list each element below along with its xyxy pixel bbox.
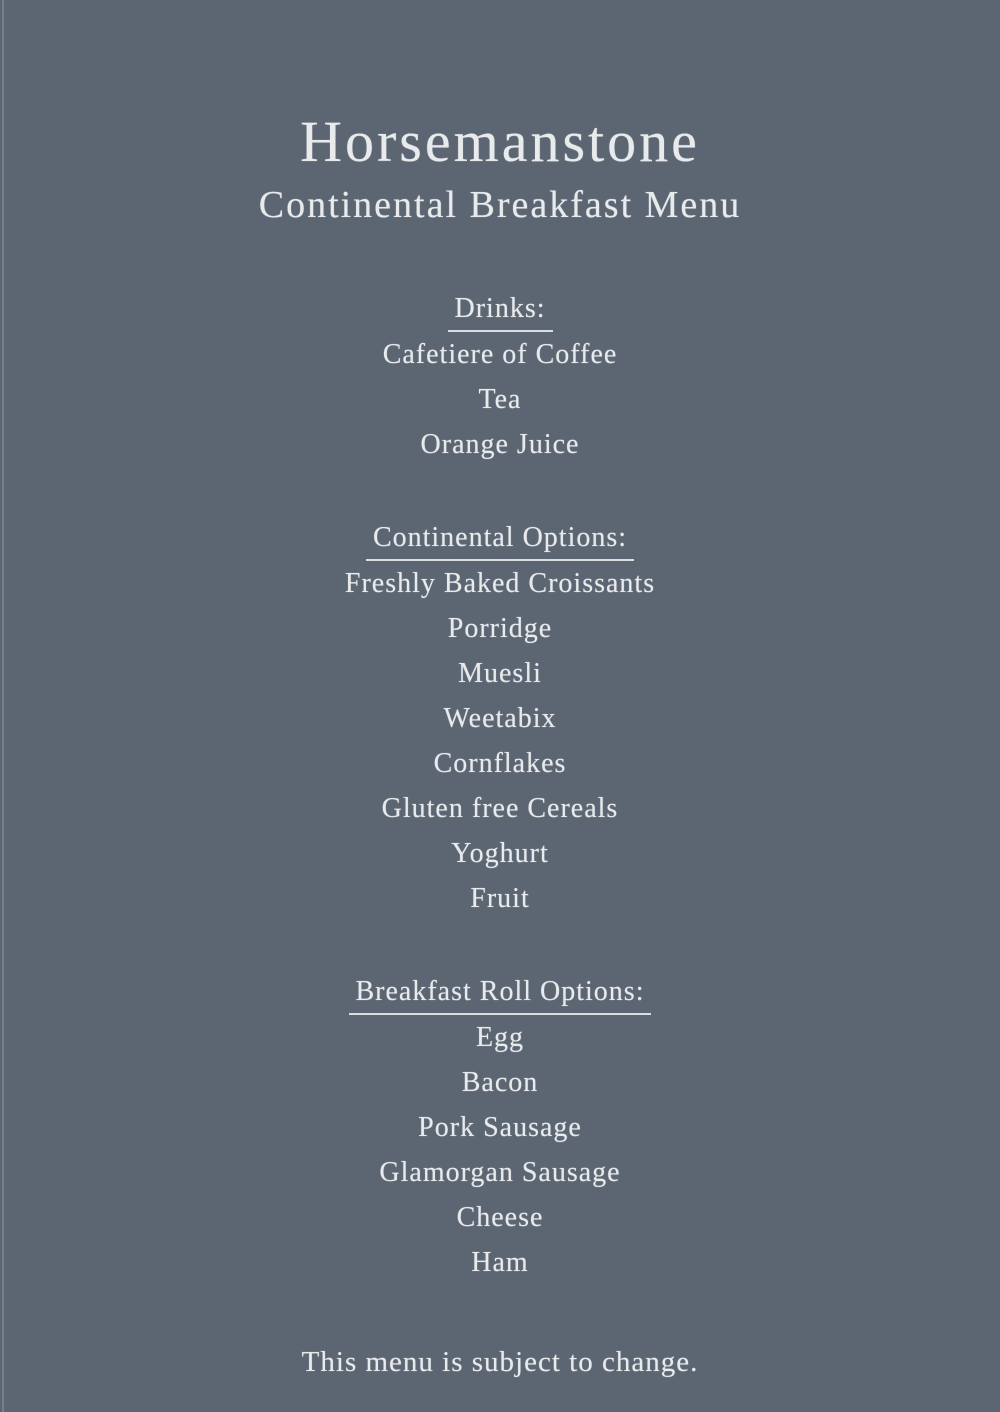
menu-item: Freshly Baked Croissants — [344, 567, 656, 599]
menu-item: Porridge — [447, 612, 553, 644]
menu-item: Yoghurt — [451, 837, 549, 869]
section-heading-row — [0, 286, 1000, 332]
menu-item: Tea — [478, 383, 522, 415]
section-heading-row — [0, 969, 1000, 1015]
menu-title: Horsemanstone — [300, 109, 700, 174]
menu-item: Pork Sausage — [418, 1111, 582, 1143]
menu-item: Cornflakes — [433, 747, 567, 779]
section-heading-continental-options: Continental Options: — [366, 518, 634, 561]
menu-item: Weetabix — [443, 702, 557, 734]
section-heading-drinks: Drinks: — [448, 289, 553, 332]
section-breakfast-roll-options — [0, 969, 1000, 1285]
menu-item: Egg — [475, 1021, 525, 1053]
section-heading-row — [0, 515, 1000, 561]
menu-item: Cafetiere of Coffee — [382, 338, 618, 370]
footer-note: This menu is subject to change. — [301, 1345, 699, 1378]
left-edge-line — [2, 0, 4, 1412]
menu-item: Muesli — [458, 657, 542, 689]
section-continental-options — [0, 515, 1000, 921]
menu-item: Fruit — [470, 882, 530, 914]
menu-item: Cheese — [456, 1201, 544, 1233]
menu-item: Ham — [471, 1246, 529, 1278]
menu-item: Gluten free Cereals — [381, 792, 619, 824]
section-heading-breakfast-roll-options: Breakfast Roll Options: — [349, 972, 652, 1015]
menu-subtitle: Continental Breakfast Menu — [258, 184, 742, 227]
menu-item: Orange Juice — [420, 428, 580, 460]
menu-item: Bacon — [461, 1066, 539, 1098]
section-drinks — [0, 286, 1000, 467]
menu-item: Glamorgan Sausage — [379, 1156, 621, 1188]
